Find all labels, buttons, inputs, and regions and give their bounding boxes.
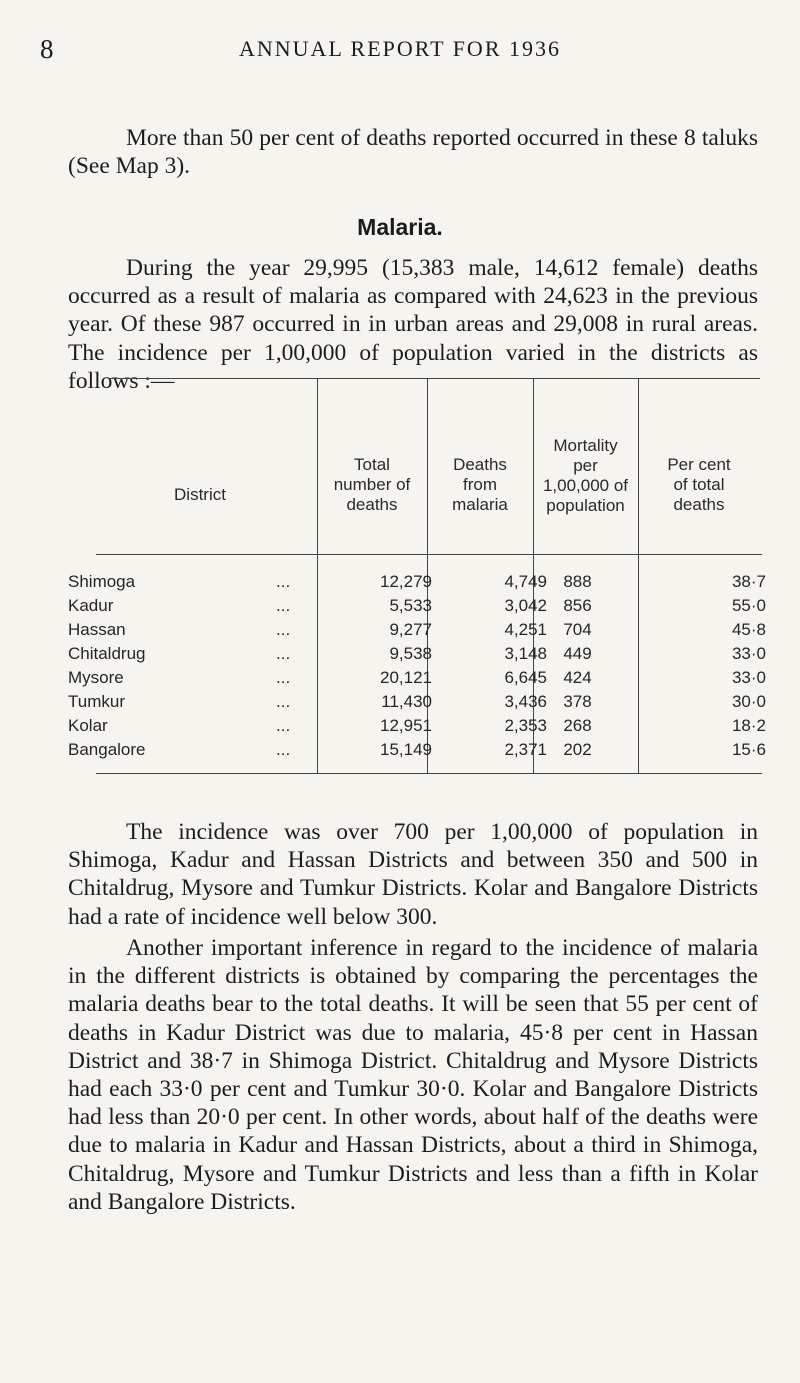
cell-malaria: 4,251 (504, 620, 547, 639)
cell-malaria: 3,436 (504, 692, 547, 711)
cell-total: 11,430 (381, 692, 432, 711)
table-row (0, 572, 800, 596)
cell-total: 20,121 (380, 668, 432, 687)
cell-percent: 55·0 (731, 596, 766, 615)
cell-total: 15,149 (380, 740, 432, 759)
cell-malaria: 3,042 (504, 596, 547, 615)
cell-mortality: 449 (563, 644, 592, 663)
header-malaria-deaths: Deaths from malaria (452, 455, 508, 514)
cell-district: Kadur (68, 596, 114, 615)
header-percent: Per cent of total deaths (667, 455, 731, 514)
intro-paragraph: More than 50 per cent of deaths reported occurred in these 8 taluks (See Map 3). (68, 125, 758, 180)
cell-percent: 33·0 (731, 644, 766, 663)
table-top-rule (108, 378, 760, 379)
leader-dots: ... (276, 644, 291, 663)
section-heading: Malaria. (357, 214, 443, 240)
leader-dots: ... (276, 716, 291, 735)
cell-malaria: 2,371 (504, 740, 547, 759)
cell-malaria: 2,353 (504, 716, 547, 735)
cell-district: Shimoga (68, 572, 136, 591)
table-row (0, 644, 800, 668)
cell-district: Kolar (68, 716, 108, 735)
cell-mortality: 704 (563, 620, 592, 639)
cell-mortality: 378 (563, 692, 592, 711)
cell-total: 9,538 (389, 644, 432, 663)
cell-percent: 33·0 (731, 668, 766, 687)
cell-total: 12,951 (380, 716, 432, 735)
leader-dots: ... (276, 692, 291, 711)
cell-percent: 30·0 (731, 692, 766, 711)
cell-total: 12,279 (380, 572, 432, 591)
cell-percent: 15·6 (731, 740, 766, 759)
malaria-paragraph: During the year 29,995 (15,383 male, 14,612 female) deaths occurred as a result of malaria as compared with 24,623 in the previous year. Of these 987 occurred in in urban areas and 29,008 in rural areas. The incidence per 1,00,000 of population varied in the districts as follows :— (68, 255, 758, 394)
cell-mortality: 424 (563, 668, 592, 687)
cell-mortality: 202 (563, 740, 592, 759)
cell-malaria: 6,645 (504, 668, 547, 687)
cell-total: 9,277 (389, 620, 432, 639)
cell-mortality: 856 (563, 596, 592, 615)
leader-dots: ... (276, 740, 291, 759)
incidence-paragraph: The incidence was over 700 per 1,00,000 of population in Shimoga, Kadur and Hassan Districts and between 350 and 500 in Chitaldrug, Mysore and Tumkur Districts. Kolar and Bangalore Districts had a rate of incidence well below 300. (68, 819, 758, 930)
header-mortality: Mortality per 1,00,000 of population (542, 436, 629, 515)
cell-district: Bangalore (68, 740, 146, 759)
table-header-rule (96, 554, 762, 555)
leader-dots: ... (276, 668, 291, 687)
table-bottom-rule (96, 773, 762, 774)
header-total-deaths: Total number of deaths (333, 455, 411, 514)
leader-dots: ... (276, 620, 291, 639)
table-row (0, 620, 800, 644)
cell-mortality: 268 (563, 716, 592, 735)
cell-percent: 45·8 (731, 620, 766, 639)
page-number: 8 (40, 34, 54, 64)
cell-malaria: 4,749 (504, 572, 547, 591)
cell-malaria: 3,148 (504, 644, 547, 663)
table-row (0, 740, 800, 764)
table-row (0, 596, 800, 620)
cell-percent: 38·7 (731, 572, 766, 591)
table-row (0, 668, 800, 692)
cell-total: 5,533 (389, 596, 432, 615)
cell-district: Tumkur (68, 692, 125, 711)
inference-paragraph: Another important inference in regard to the incidence of malaria in the different districts is obtained by comparing the percentages the malaria deaths bear to the total deaths. It will be seen that 55 per cent of deaths in Kadur District was due to malaria, 45·8 per cent in Hassan District and 38·7 in Shimoga District. Chitaldrug and Mysore Districts had each 33·0 per cent and Tumkur 30·0. Kolar and Bangalore Districts had less than 20·0 per cent. In other words, about half of the deaths were due to malaria in Kadur and Hassan Districts, about a third in Shimoga, Chitaldrug, Mysore and Tumkur Districts and less than a fifth in Kolar and Bangalore Districts. (68, 935, 758, 1215)
header-district: District (174, 485, 226, 504)
table-row (0, 716, 800, 740)
cell-district: Hassan (68, 620, 126, 639)
cell-district: Mysore (68, 668, 124, 687)
running-head: ANNUAL REPORT FOR 1936 (239, 36, 561, 61)
leader-dots: ... (276, 596, 291, 615)
leader-dots: ... (276, 572, 291, 591)
cell-percent: 18·2 (731, 716, 766, 735)
cell-district: Chitaldrug (68, 644, 146, 663)
table-row (0, 692, 800, 716)
cell-mortality: 888 (563, 572, 592, 591)
